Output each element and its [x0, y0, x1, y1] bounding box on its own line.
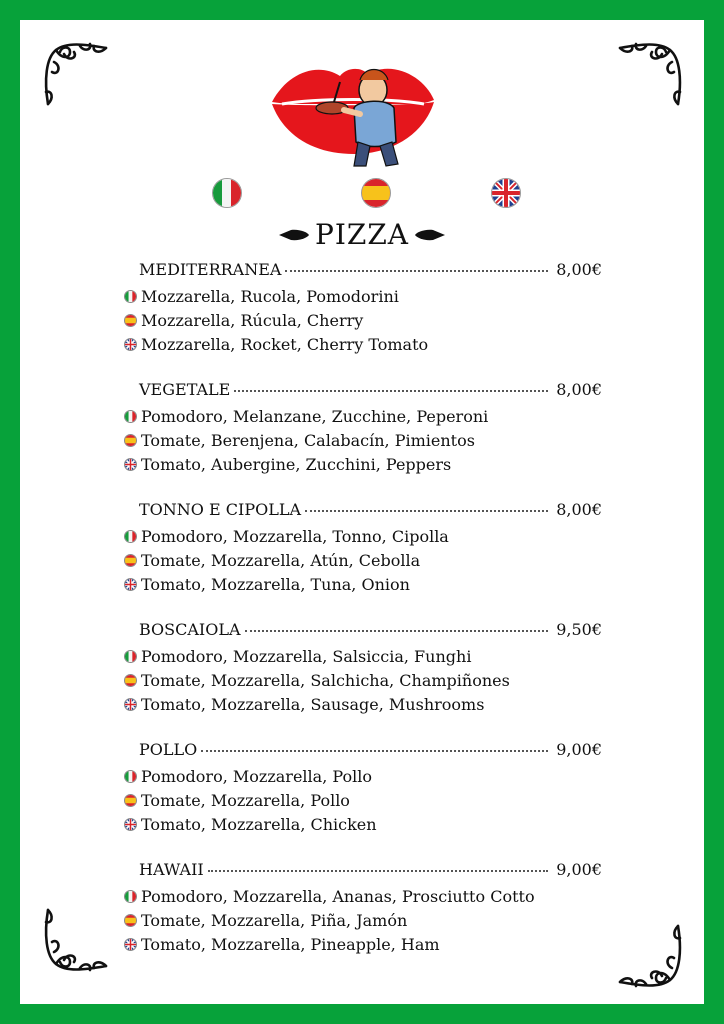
italian-description: [124, 884, 602, 908]
uk-flag-icon: [124, 458, 137, 471]
menu-item-price: 9,50€: [556, 620, 602, 639]
description-text: Tomate, Mozzarella, Pollo: [141, 790, 350, 810]
menu-item-header: [139, 620, 602, 644]
menu-item: [124, 260, 602, 356]
spain-flag-icon: [361, 178, 391, 208]
spanish-description: [124, 548, 602, 572]
restaurant-logo-icon: [268, 42, 438, 170]
menu-item-name: TONNO E CIPOLLA: [139, 500, 302, 519]
italy-flag-icon: [124, 770, 137, 783]
corner-ornament-icon: [40, 902, 112, 974]
description-text: Mozzarella, Rocket, Cherry Tomato: [141, 334, 429, 354]
english-description: [124, 812, 602, 836]
italian-description: [124, 644, 602, 668]
english-description: [124, 332, 602, 356]
description-text: Tomate, Mozzarella, Salchicha, Champiñones: [141, 670, 510, 690]
menu-item-header: [139, 500, 602, 524]
description-text: Mozzarella, Rucola, Pomodorini: [141, 286, 399, 306]
italy-flag-icon: [124, 290, 137, 303]
corner-ornament-icon: [614, 918, 686, 990]
english-description: [124, 692, 602, 716]
menu-item-name: MEDITERRANEA: [139, 260, 282, 279]
description-text: Pomodoro, Mozzarella, Tonno, Cipolla: [141, 526, 449, 546]
uk-flag-icon: [124, 338, 137, 351]
italian-description: [124, 524, 602, 548]
menu-item-price: 8,00€: [556, 500, 602, 519]
english-description: [124, 572, 602, 596]
uk-flag-icon: [491, 178, 521, 208]
italian-description: [124, 404, 602, 428]
section-title-text: PIZZA: [314, 218, 410, 251]
italy-flag-icon: [124, 650, 137, 663]
dot-leader: [285, 270, 548, 272]
italian-description: [124, 764, 602, 788]
description-text: Tomato, Mozzarella, Sausage, Mushrooms: [141, 694, 485, 714]
menu-item-name: BOSCAIOLA: [139, 620, 241, 639]
menu-item-price: 8,00€: [556, 260, 602, 279]
english-description: [124, 932, 602, 956]
description-text: Tomate, Berenjena, Calabacín, Pimientos: [141, 430, 475, 450]
spanish-description: [124, 308, 602, 332]
description-text: Tomato, Mozzarella, Tuna, Onion: [141, 574, 410, 594]
menu-item-price: 9,00€: [556, 740, 602, 759]
description-text: Tomato, Aubergine, Zucchini, Peppers: [141, 454, 452, 474]
uk-flag-icon: [124, 818, 137, 831]
menu-item-header: [139, 380, 602, 404]
menu-item-name: POLLO: [139, 740, 198, 759]
menu-item: [124, 620, 602, 716]
spanish-description: [124, 788, 602, 812]
pizza-menu-list: [124, 260, 602, 980]
menu-item: [124, 500, 602, 596]
menu-item: [124, 740, 602, 836]
menu-item-name: HAWAII: [139, 860, 204, 879]
spain-flag-icon: [124, 434, 137, 447]
italian-description: [124, 284, 602, 308]
spain-flag-icon: [124, 314, 137, 327]
section-title: [20, 216, 704, 251]
menu-item: [124, 860, 602, 956]
uk-flag-icon: [124, 698, 137, 711]
italy-flag-icon: [212, 178, 242, 208]
left-ornament-icon: [279, 229, 309, 241]
menu-item-header: [139, 860, 602, 884]
dot-leader: [208, 870, 548, 872]
menu-item-price: 9,00€: [556, 860, 602, 879]
description-text: Tomato, Mozzarella, Pineapple, Ham: [141, 934, 440, 954]
spanish-description: [124, 428, 602, 452]
dot-leader: [201, 750, 548, 752]
italy-flag-icon: [124, 410, 137, 423]
corner-ornament-icon: [614, 40, 686, 112]
description-text: Mozzarella, Rúcula, Cherry: [141, 310, 364, 330]
menu-item-price: 8,00€: [556, 380, 602, 399]
menu-item: [124, 380, 602, 476]
menu-page: [20, 20, 704, 1004]
dot-leader: [234, 390, 548, 392]
italy-flag-icon: [124, 530, 137, 543]
right-ornament-icon: [415, 229, 445, 241]
spain-flag-icon: [124, 794, 137, 807]
description-text: Tomate, Mozzarella, Piña, Jamón: [141, 910, 408, 930]
spanish-description: [124, 668, 602, 692]
description-text: Pomodoro, Mozzarella, Ananas, Prosciutto Cotto: [141, 886, 535, 906]
spain-flag-icon: [124, 674, 137, 687]
dot-leader: [305, 510, 548, 512]
spanish-description: [124, 908, 602, 932]
english-description: [124, 452, 602, 476]
description-text: Tomate, Mozzarella, Atún, Cebolla: [141, 550, 421, 570]
description-text: Tomato, Mozzarella, Chicken: [141, 814, 377, 834]
corner-ornament-icon: [40, 40, 112, 112]
menu-item-header: [139, 740, 602, 764]
italy-flag-icon: [124, 890, 137, 903]
uk-flag-icon: [124, 938, 137, 951]
spain-flag-icon: [124, 914, 137, 927]
description-text: Pomodoro, Melanzane, Zucchine, Peperoni: [141, 406, 489, 426]
description-text: Pomodoro, Mozzarella, Salsiccia, Funghi: [141, 646, 472, 666]
menu-item-header: [139, 260, 602, 284]
spain-flag-icon: [124, 554, 137, 567]
dot-leader: [245, 630, 549, 632]
description-text: Pomodoro, Mozzarella, Pollo: [141, 766, 372, 786]
menu-item-name: VEGETALE: [139, 380, 231, 399]
uk-flag-icon: [124, 578, 137, 591]
